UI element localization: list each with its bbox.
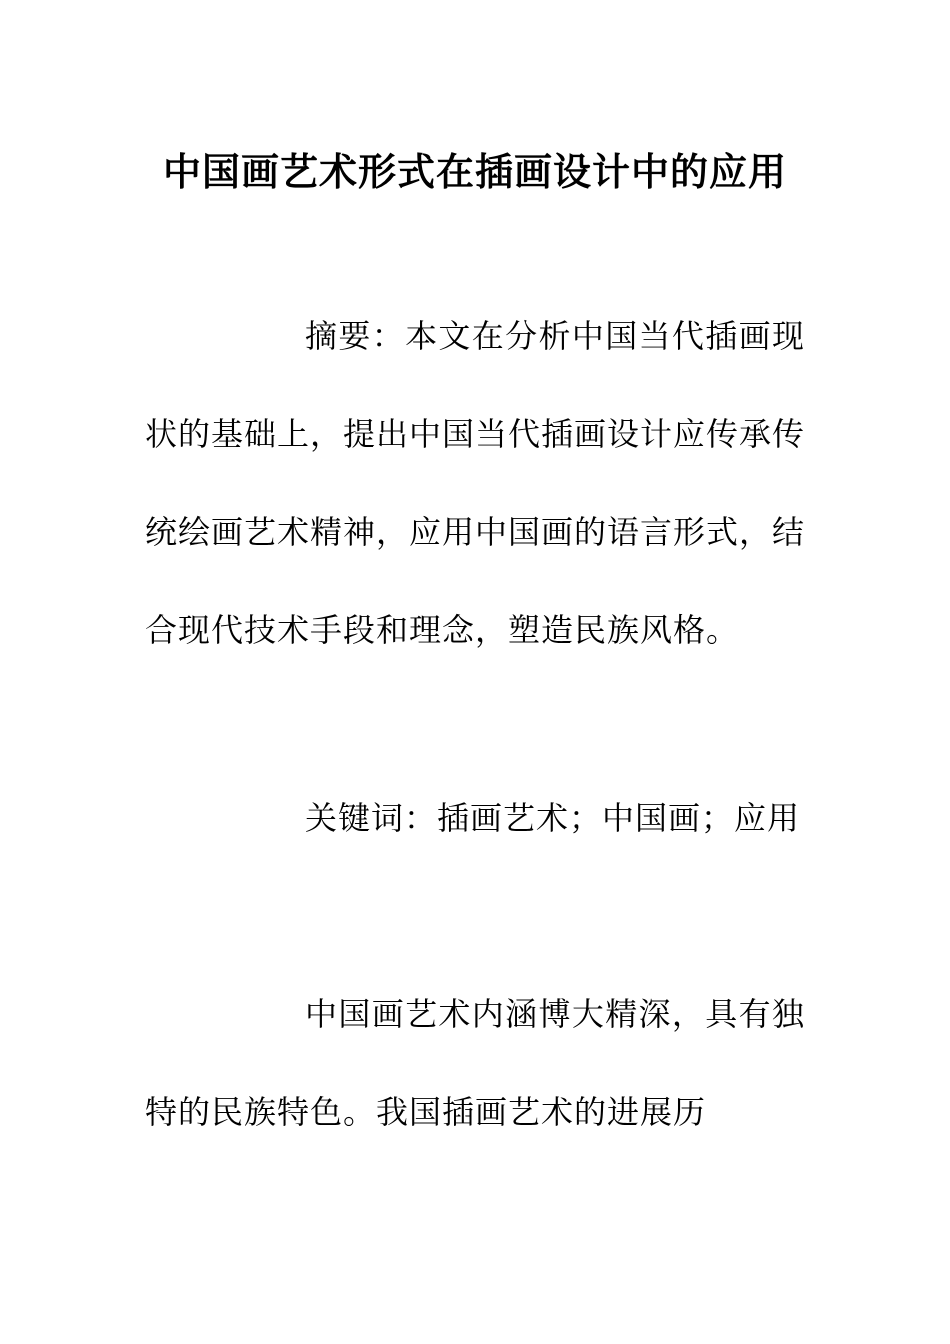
keywords-paragraph: 关键词：插画艺术；中国画；应用 [305,799,801,837]
document-title: 中国画艺术形式在插画设计中的应用 [162,150,787,195]
body-paragraph: 中国画艺术内涵博大精深，具有独特的民族特色。我国插画艺术的进展历 [145,995,805,1131]
abstract-paragraph: 摘要：本文在分析中国当代插画现状的基础上，提出中国当代插画设计应传承传统绘画艺术精神，应用中国画的语言形式，结合现代技术手段和理念，塑造民族风格。 [145,317,806,649]
